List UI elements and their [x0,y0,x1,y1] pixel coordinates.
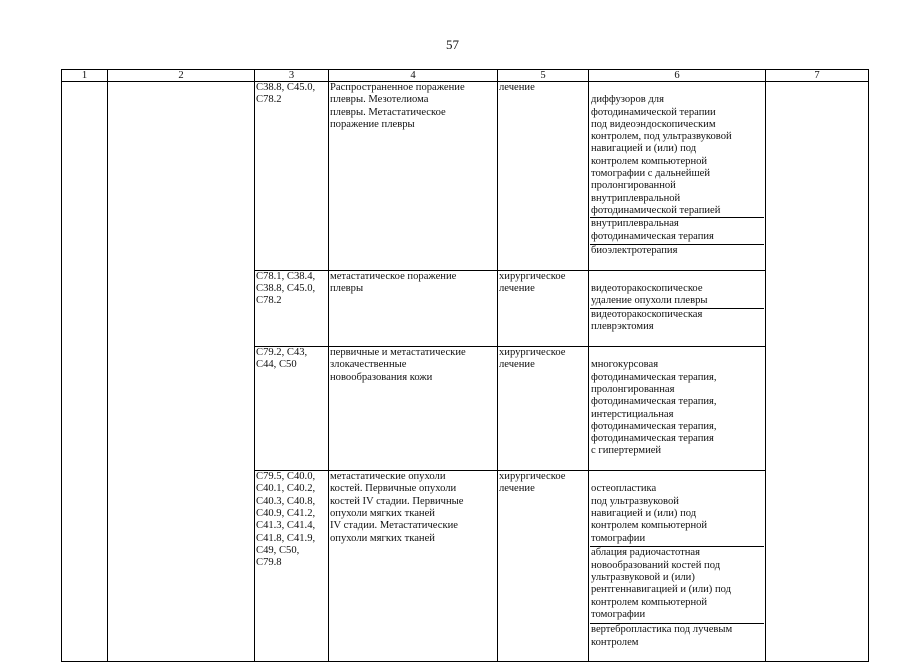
method-item: остеопластика под ультразвуковой навигацией и (или) под контролем компьютерной томографии [591,483,708,544]
column-header: 7 [766,70,869,82]
column-number-row [62,70,869,82]
treatment-cell: хирургическое лечение [498,347,589,471]
disease-cell: первичные и метастатические злокачественные новообразования кожи [329,347,498,471]
icd-codes-cell: C79.5, C40.0, C40.1, C40.2, C40.3, C40.8, C40.9, C41.2, C41.3, C41.4, C41.8, C41.9, C49, C50, C79.8 [255,471,329,662]
column-header: 4 [329,70,498,82]
method-item: вертебропластика под лучевым контролем [590,623,764,649]
column-header: 6 [589,70,766,82]
method-item: внутриплевральная фотодинамическая терапия [590,217,764,244]
methods-cell [589,347,766,471]
column-header: 2 [108,70,255,82]
method-item: многокурсовая фотодинамическая терапия, пролонгированная фотодинамическая терапия, интерстициальная фотодинамическая терапия, фотодинамическая терапия с гипертермией [591,359,717,457]
medical-procedures-table [61,69,869,662]
icd-codes-cell: C78.1, C38.4, C38.8, C45.0, C78.2 [255,270,329,346]
disease-cell: метастатические опухоли костей. Первичные опухоли костей IV стадии. Первичные опухоли мягких тканей IV стадии. Метастатические опухоли мягких тканей [329,471,498,662]
empty-cell-col7 [766,82,869,662]
methods-cell [589,471,766,662]
method-item: биоэлектротерапия [590,244,764,257]
method-item: видеоторакоскопическое удаление опухоли плевры [591,283,708,307]
method-item: видеоторакоскопическая плеврэктомия [590,308,764,334]
methods-cell [589,82,766,271]
empty-cell-col2 [108,82,255,662]
method-item: аблация радиочастотная новообразований костей под ультразвуковой и (или) рентгеннавигацией и (или) под контролем компьютерной томографии [590,546,764,623]
methods-cell [589,270,766,346]
page-number: 57 [446,37,459,52]
disease-cell: Распространенное поражение плевры. Мезотелиома плевры. Метастатическое поражение плевры [329,82,498,271]
column-header: 1 [62,70,108,82]
empty-cell-col1 [62,82,108,662]
column-header: 3 [255,70,329,82]
method-item: диффузоров для фотодинамической терапии под видеоэндоскопическим контролем, под ультразвуковой навигацией и (или) под контролем компьютерной томографии с дальнейшей пролонгированной внутриплевральной фотодинамической терапией [591,94,732,216]
treatment-cell: хирургическое лечение [498,471,589,662]
treatment-cell: хирургическое лечение [498,270,589,346]
icd-codes-cell: C38.8, C45.0, C78.2 [255,82,329,271]
icd-codes-cell: C79.2, C43, C44, C50 [255,347,329,471]
column-header: 5 [498,70,589,82]
table-row [62,82,869,271]
treatment-cell: лечение [498,82,589,271]
disease-cell: метастатическое поражение плевры [329,270,498,346]
